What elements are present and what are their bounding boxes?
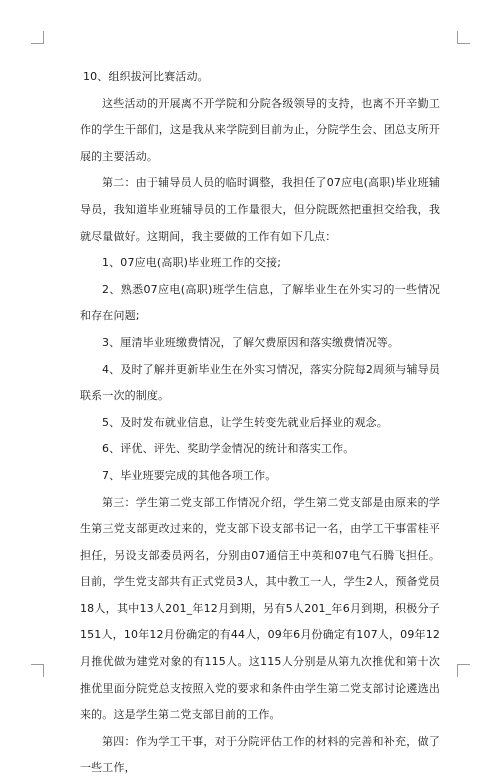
paragraph-activities-summary: 这些活动的开展离不开学院和分院各级领导的支持，也离不开辛勤工作的学生干部们，这是我从来学院到目前为止，分院学生会、团总支所开展的主要活动。 xyxy=(80,96,440,163)
list-item-6: 6、评优、评先、奖助学金情况的统计和落实工作。 xyxy=(102,442,355,456)
document-body xyxy=(80,64,440,782)
list-item-5: 5、及时发布就业信息，让学生转变先就业后择业的观念。 xyxy=(102,415,388,429)
paragraph-section-four: 第四：作为学工干事，对于分院评估工作的材料的完善和补充，做了一些工作， xyxy=(80,734,440,775)
crop-mark-bottom-right xyxy=(457,664,470,677)
crop-mark-bottom-left xyxy=(31,664,44,677)
crop-mark-top-right xyxy=(457,31,470,44)
paragraph-section-three: 第三：学生第二党支部工作情况介绍，学生第二党支部是由原来的学生第三党支部更改过来的，党支部下设支部书记一名，由学工干事雷桂平担任，另设支部委员两名，分别由07通信王中英和07电气石腾飞担任。目前，学生党支部共有正式党员3人，其中教工一人，学生2人，预备党员18人，其中13人201_年12月到期，另有5人201_年6月到期，积极分子151人，10年12月份确定的有44人，09年6月份确定有107人，09年12月推优做为建党对象的有115人。这115人分别是从第九次推优和第十次推优里面分院党总支按照入党的要求和条件由学生第二党支部讨论遴选出来的。这是学生第二党支部目前的工作。 xyxy=(80,495,440,722)
list-item-3: 3、厘清毕业班缴费情况，了解欠费原因和落实缴费情况等。 xyxy=(102,335,400,349)
list-item-4: 4、及时了解并更新毕业生在外实习情况，落实分院每2周须与辅导员联系一次的制度。 xyxy=(80,362,440,403)
paragraph-section-two: 第二：由于辅导员人员的临时调整，我担任了07应电(高职)毕业班辅导员，我知道毕业班辅导员的工作量很大，但分院既然把重担交给我，我就尽量做好。这期间，我主要做的工作有如下几点： xyxy=(80,176,440,243)
list-item-2: 2、熟悉07应电(高职)班学生信息，了解毕业生在外实习的一些情况和存在问题; xyxy=(80,282,440,323)
list-item-7: 7、毕业班要完成的其他各项工作。 xyxy=(102,468,277,482)
list-item-1: 1、07应电(高职)毕业班工作的交接; xyxy=(102,256,282,270)
crop-mark-top-left xyxy=(31,31,44,44)
paragraph-item-10: 10、组织拔河比赛活动。 xyxy=(83,70,209,83)
